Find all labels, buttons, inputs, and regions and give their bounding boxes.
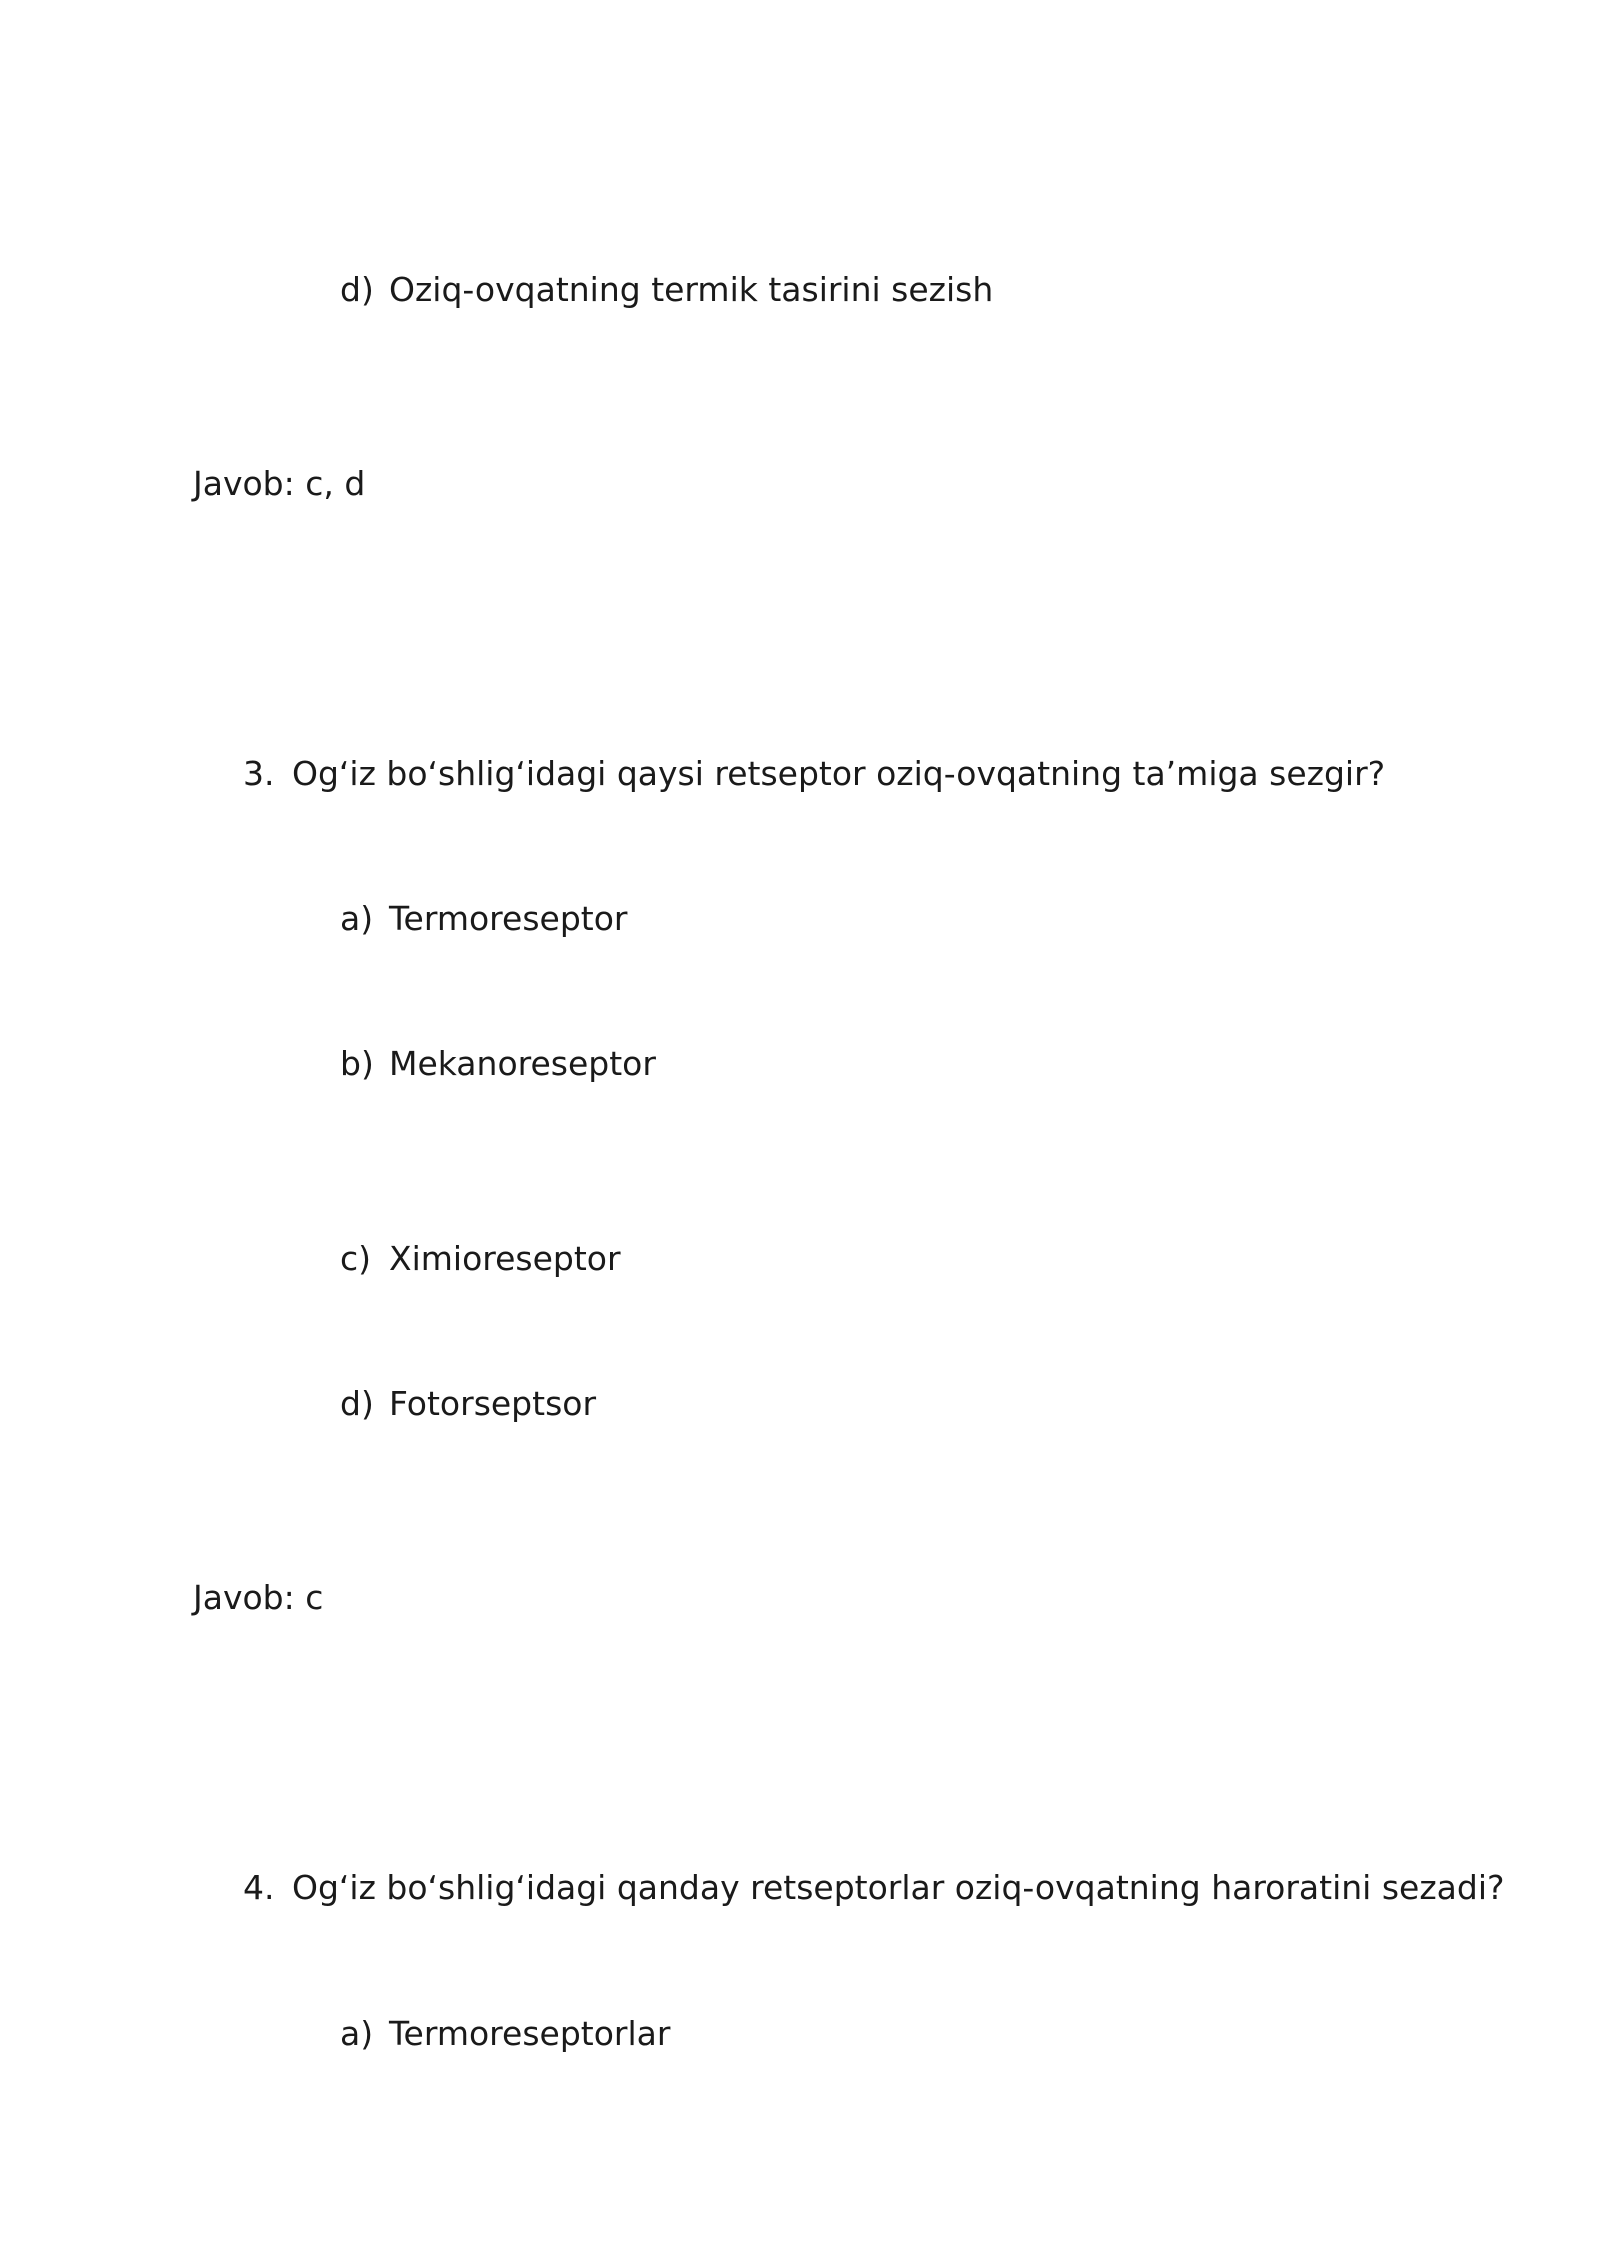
question-3-answer	[193, 1576, 323, 1620]
question-text: Og‘iz bo‘shlig‘idagi qanday retseptorlar oziq-ovqatning haroratini sezadi?	[292, 1868, 1505, 1907]
question-3-option-a	[340, 897, 627, 941]
question-number: 4.	[243, 1868, 275, 1907]
option-marker: b)	[340, 1044, 374, 1083]
question-4-option-a	[340, 2012, 670, 2056]
question-2-option-d	[340, 268, 993, 312]
option-text: Oziq-ovqatning termik tasirini sezish	[389, 270, 994, 309]
option-marker: d)	[340, 270, 374, 309]
option-text: Termoreseptor	[389, 899, 628, 938]
question-3-option-b	[340, 1042, 656, 1086]
question-3-option-d	[340, 1382, 596, 1426]
question-number: 3.	[243, 754, 275, 793]
question-3-option-c	[340, 1237, 621, 1281]
option-text: Mekanoreseptor	[389, 1044, 656, 1083]
option-text: Termoreseptorlar	[389, 2014, 671, 2053]
question-2-answer	[193, 462, 365, 506]
question-text: Og‘iz bo‘shlig‘idagi qaysi retseptor oziq-ovqatning ta’miga sezgir?	[292, 754, 1386, 793]
option-text: Ximioreseptor	[389, 1239, 621, 1278]
option-text: Fotorseptsor	[389, 1384, 597, 1423]
answer-text: Javob: c, d	[193, 464, 366, 503]
question-3	[243, 752, 1385, 796]
option-marker: c)	[340, 1239, 372, 1278]
option-marker: d)	[340, 1384, 374, 1423]
answer-text: Javob: c	[193, 1578, 324, 1617]
option-marker: a)	[340, 2014, 374, 2053]
option-marker: a)	[340, 899, 374, 938]
question-4	[243, 1866, 1505, 1910]
